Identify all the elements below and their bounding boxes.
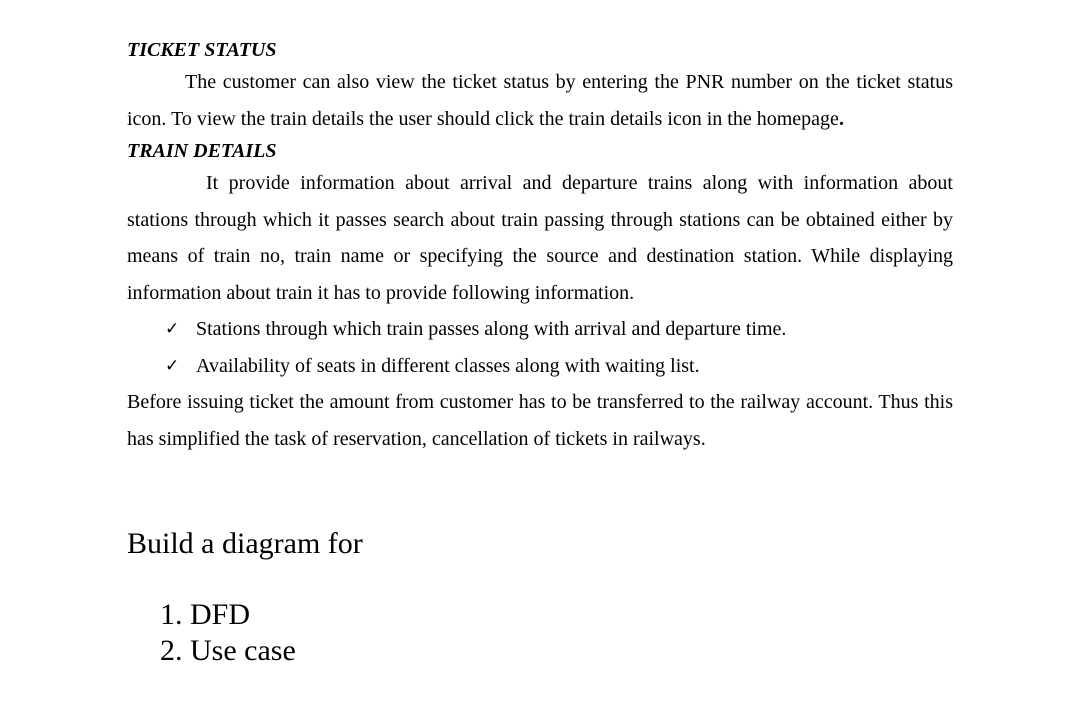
closing-paragraph: Before issuing ticket the amount from customer has to be transferred to the railway account. Thus this has simplified the task of reservation, cancellation of tickets in railways. — [127, 391, 953, 450]
train-info-list — [127, 311, 953, 384]
train-details-heading: TRAIN DETAILS — [127, 140, 277, 162]
task-item-dfd: 1. DFD — [160, 598, 251, 631]
ticket-status-heading: TICKET STATUS — [127, 39, 277, 61]
task-item-use-case: 2. Use case — [160, 634, 296, 667]
ticket-status-paragraph — [127, 64, 953, 137]
list-item — [127, 311, 953, 348]
list-item-text: Stations through which train passes along with arrival and departure time. — [196, 318, 787, 340]
checkmark-icon: ✓ — [165, 355, 180, 376]
document-body — [127, 36, 953, 457]
task-list — [160, 597, 296, 669]
list-item — [127, 348, 953, 385]
ticket-status-text: The customer can also view the ticket status by entering the PNR number on the ticket status icon. To view the train details the user should click the train details icon in the homepage — [127, 71, 953, 130]
list-item-text: Availability of seats in different classes along with waiting list. — [196, 354, 700, 377]
checkmark-icon: ✓ — [165, 319, 180, 339]
train-details-paragraph: It provide information about arrival and departure trains along with information about stations through which it passes search about train passing through stations can be obtained either by means of train no, train name or specifying the source and destination station. While displaying information about train it has to provide following information. — [127, 172, 953, 304]
task-title: Build a diagram for — [127, 527, 363, 560]
ticket-status-period: . — [838, 107, 844, 130]
